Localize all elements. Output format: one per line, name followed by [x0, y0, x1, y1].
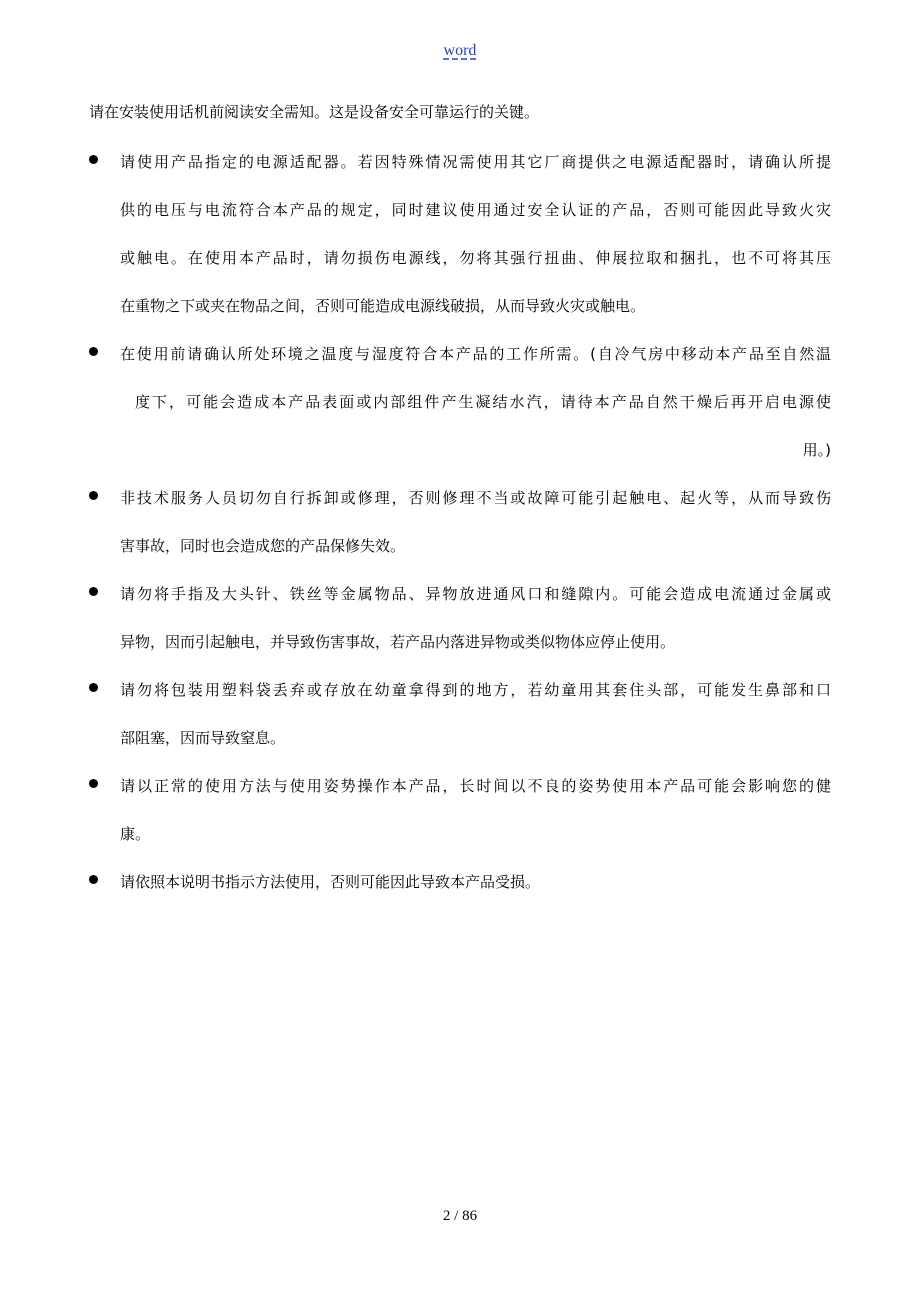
item-line: 请勿将手指及大头针、铁丝等金属物品、异物放进通风口和缝隙内。可能会造成电流通过金属或	[120, 585, 831, 603]
item-line: 度下，可能会造成本产品表面或内部组件产生凝结水汽，请待本产品自然干燥后再开启电源使	[135, 393, 831, 411]
bullet-icon	[89, 875, 98, 884]
item-line: 非技术服务人员切勿自行拆卸或修理，否则修理不当或故障可能引起触电、起火等，从而导致伤	[120, 489, 831, 507]
item-line: 害事故，同时也会造成您的产品保修失效。	[120, 537, 406, 555]
bullet-icon	[89, 347, 98, 356]
item-line: 在重物之下或夹在物品之间，否则可能造成电源线破损，从而导致火灾或触电。	[120, 297, 646, 315]
item-line: 用。)	[802, 441, 831, 459]
item-line: 或触电。在使用本产品时，请勿损伤电源线，勿将其强行扭曲、伸展拉取和捆扎，也不可将其压	[120, 249, 831, 267]
item-line: 请依照本说明书指示方法使用，否则可能因此导致本产品受损。	[120, 873, 541, 891]
page-separator: /	[450, 1208, 463, 1224]
list-item	[89, 570, 831, 666]
item-line: 在使用前请确认所处环境之温度与湿度符合本产品的工作所需。(自冷气房中移动本产品至自然温	[120, 345, 831, 363]
list-item	[89, 666, 831, 762]
item-line: 供的电压与电流符合本产品的规定，同时建议使用通过安全认证的产品，否则可能因此导致火灾	[120, 201, 831, 219]
list-item	[89, 138, 831, 330]
bullet-icon	[89, 779, 98, 788]
item-line: 异物，因而引起触电，并导致伤害事故，若产品内落进异物或类似物体应停止使用。	[120, 633, 676, 651]
item-line: 康。	[120, 825, 151, 843]
item-line: 请使用产品指定的电源适配器。若因特殊情况需使用其它厂商提供之电源适配器时，请确认所提	[120, 153, 831, 171]
bullet-icon	[89, 587, 98, 596]
page-total: 86	[462, 1208, 478, 1224]
list-item	[89, 330, 831, 474]
list-item	[89, 858, 831, 906]
safety-notice-list	[89, 138, 831, 906]
header-word-link[interactable]: word	[443, 42, 477, 59]
bullet-icon	[89, 491, 98, 500]
item-line: 部阻塞，因而导致窒息。	[120, 729, 286, 747]
list-item	[89, 474, 831, 570]
page-header	[0, 40, 920, 62]
intro-paragraph: 请在安装使用话机前阅读安全需知。这是设备安全可靠运行的关键。	[89, 103, 540, 121]
page-number	[0, 1205, 920, 1227]
list-item	[89, 762, 831, 858]
bullet-icon	[89, 155, 98, 164]
item-line: 请勿将包装用塑料袋丢弃或存放在幼童拿得到的地方，若幼童用其套住头部，可能发生鼻部和口	[120, 681, 831, 699]
bullet-icon	[89, 683, 98, 692]
item-line: 请以正常的使用方法与使用姿势操作本产品，长时间以不良的姿势使用本产品可能会影响您的健	[120, 777, 831, 795]
page-current: 2	[442, 1208, 451, 1224]
